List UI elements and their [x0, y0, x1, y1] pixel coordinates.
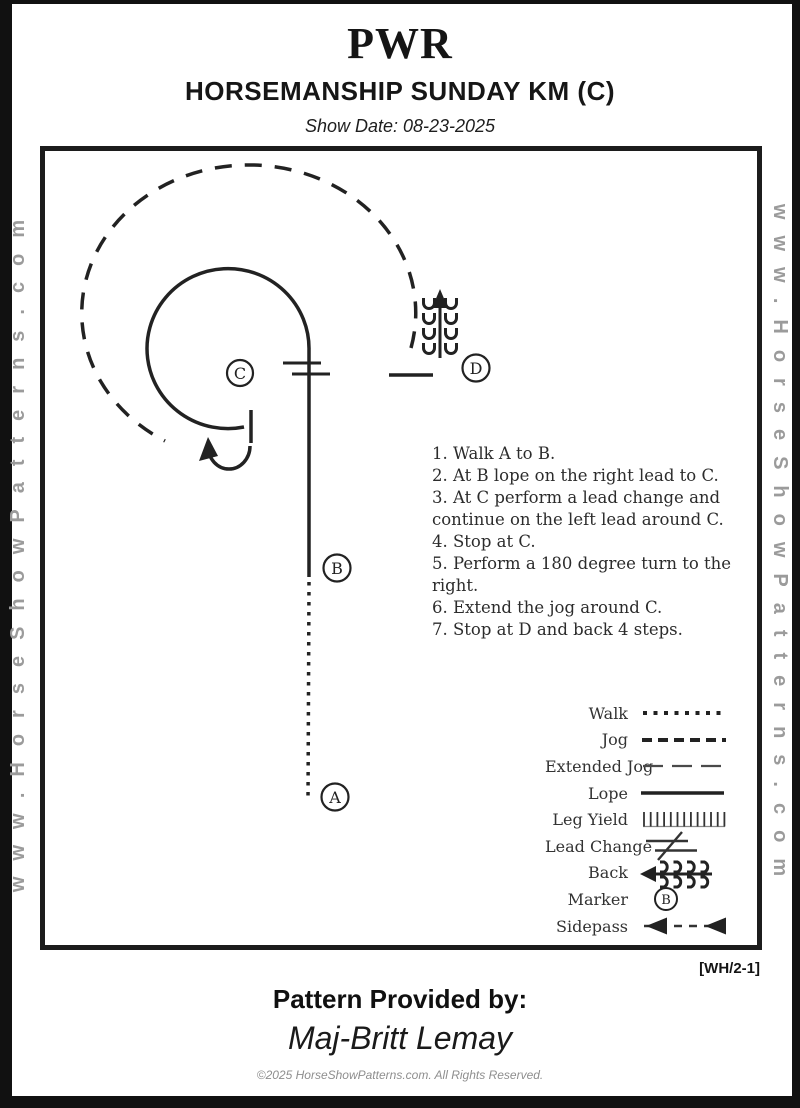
- jog-dashed-circle-path: [82, 165, 416, 441]
- legend: [545, 700, 728, 939]
- legend-row-jog: [545, 727, 728, 754]
- jog-dashed-line-symbol: [640, 727, 728, 753]
- show-date: Show Date: 08-23-2025: [304, 116, 496, 136]
- legend-label-sidepass: Sidepass: [556, 916, 628, 936]
- sidepass-arrow-symbol: [640, 913, 728, 939]
- marker-circle-symbol: [640, 886, 728, 912]
- marker-d: [463, 355, 490, 382]
- sheet-code: [WH/2-1]: [699, 960, 760, 977]
- legend-row-walk: [545, 700, 728, 727]
- page-frame-bottom: [0, 1096, 800, 1108]
- svg-text:D: D: [469, 359, 483, 378]
- back-symbol-at-d: [424, 289, 457, 358]
- page-frame-right: [792, 0, 800, 1108]
- svg-text:B: B: [331, 559, 343, 578]
- svg-text:A: A: [329, 788, 341, 807]
- legend-row-lead-change: [545, 833, 728, 860]
- legend-label-jog: Jog: [601, 730, 628, 750]
- instruction-line: 5. Perform a 180 degree turn to the: [432, 554, 732, 573]
- extended-jog-line-symbol: [640, 753, 728, 779]
- legend-label-lope: Lope: [588, 783, 628, 803]
- back-arrow-symbol: [640, 860, 728, 886]
- legend-label-marker: Marker: [567, 889, 628, 909]
- instruction-line: continue on the left lead around C.: [432, 510, 724, 529]
- provided-by-label: Pattern Provided by:: [272, 984, 528, 1014]
- legend-label-back: Back: [588, 863, 628, 883]
- provider-name: Maj-Britt Lemay: [287, 1020, 513, 1056]
- legend-label-extended-jog: Extended Jog: [545, 756, 654, 776]
- legend-row-sidepass: [545, 913, 728, 940]
- lope-solid-line-symbol: [640, 780, 728, 806]
- leg-yield-ticks-symbol: [640, 807, 728, 833]
- legend-row-leg-yield: [545, 806, 728, 833]
- walk-dotted-line-symbol: [640, 700, 728, 726]
- organization-title: PWR: [347, 19, 453, 68]
- instruction-line: 2. At B lope on the right lead to C.: [432, 466, 719, 485]
- instruction-line: 1. Walk A to B.: [432, 444, 556, 463]
- svg-text:B: B: [661, 893, 671, 909]
- watermark-left: www.HorseShowPatterns.com: [7, 203, 29, 893]
- instruction-line: 7. Stop at D and back 4 steps.: [432, 620, 683, 639]
- legend-label-leg-yield: Leg Yield: [552, 810, 628, 830]
- instruction-line: 3. At C perform a lead change and: [432, 488, 721, 507]
- svg-text:C: C: [233, 364, 247, 383]
- marker-b: [324, 555, 351, 582]
- turn-180-arrowhead: [199, 437, 218, 461]
- instruction-line: right.: [432, 576, 479, 595]
- legend-row-lope: [545, 780, 728, 807]
- legend-row-back: [545, 860, 728, 887]
- marker-c: [227, 360, 253, 386]
- copyright-notice: ©2025 HorseShowPatterns.com. All Rights Reserved.: [256, 1068, 544, 1082]
- marker-a: [322, 784, 349, 811]
- legend-row-extended-jog: [545, 753, 728, 780]
- instruction-line: 6. Extend the jog around C.: [432, 598, 663, 617]
- walk-dotted-path: [308, 582, 309, 801]
- instructions-list: [432, 443, 732, 641]
- legend-label-lead-change: Lead Change: [545, 836, 653, 856]
- lead-change-symbol: [640, 833, 728, 859]
- watermark-right: www.HorseShowPatterns.com: [769, 203, 791, 893]
- legend-label-walk: Walk: [588, 703, 628, 723]
- lope-circle-path: [147, 269, 309, 577]
- instruction-line: 4. Stop at C.: [432, 532, 536, 551]
- legend-row-marker: [545, 886, 728, 913]
- pattern-class-title: HORSEMANSHIP SUNDAY KM (C): [184, 76, 615, 106]
- page-frame-top: [0, 0, 800, 4]
